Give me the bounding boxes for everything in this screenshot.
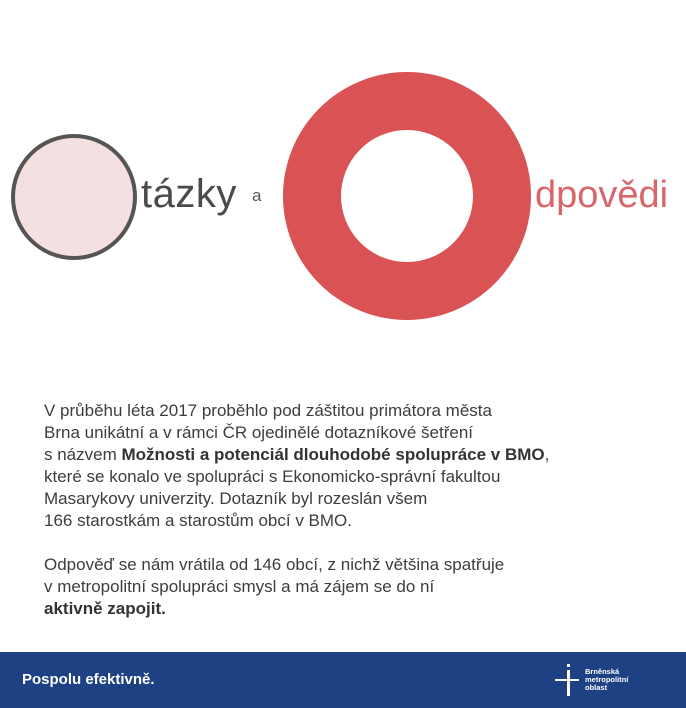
letter-o-outline-circle <box>11 134 137 260</box>
footer-slogan: Pospolu efektivně. <box>22 671 155 688</box>
bmo-logo-icon <box>555 662 581 698</box>
word-otazky: tázky <box>141 172 237 216</box>
survey-title: Možnosti a potenciál dlouhodobé spolupráce v BMO <box>121 445 545 464</box>
letter-o-red-ring <box>283 72 531 320</box>
paragraph-survey: V průběhu léta 2017 proběhlo pod záštitou primátora města Brna unikátní a v rámci ČR ojedinělé dotazníkové šetření s názvem Možnosti a potenciál dlouhodobé spolupráce v BMO, které se konalo ve spolupráci s Ekonomicko-správní fakultou Masarykovy univerzity. Dotazník byl rozeslán všem 166 starostkám a starostům obcí v BMO. <box>44 401 550 530</box>
bmo-logo <box>555 662 665 698</box>
intro-text <box>44 400 644 642</box>
conjunction-a: a <box>252 186 262 205</box>
paragraph-results: Odpověď se nám vrátila od 146 obcí, z nichž většina spatřuje v metropolitní spolupráci smysl a má zájem se do ní aktivně zapojit. <box>44 555 505 618</box>
bmo-logo-text: Brněnská metropolitní oblast <box>585 667 629 692</box>
word-odpovedi: dpovědi <box>535 174 669 216</box>
footer-bar <box>0 652 686 708</box>
emphasis-active: aktivně zapojit. <box>44 599 166 618</box>
